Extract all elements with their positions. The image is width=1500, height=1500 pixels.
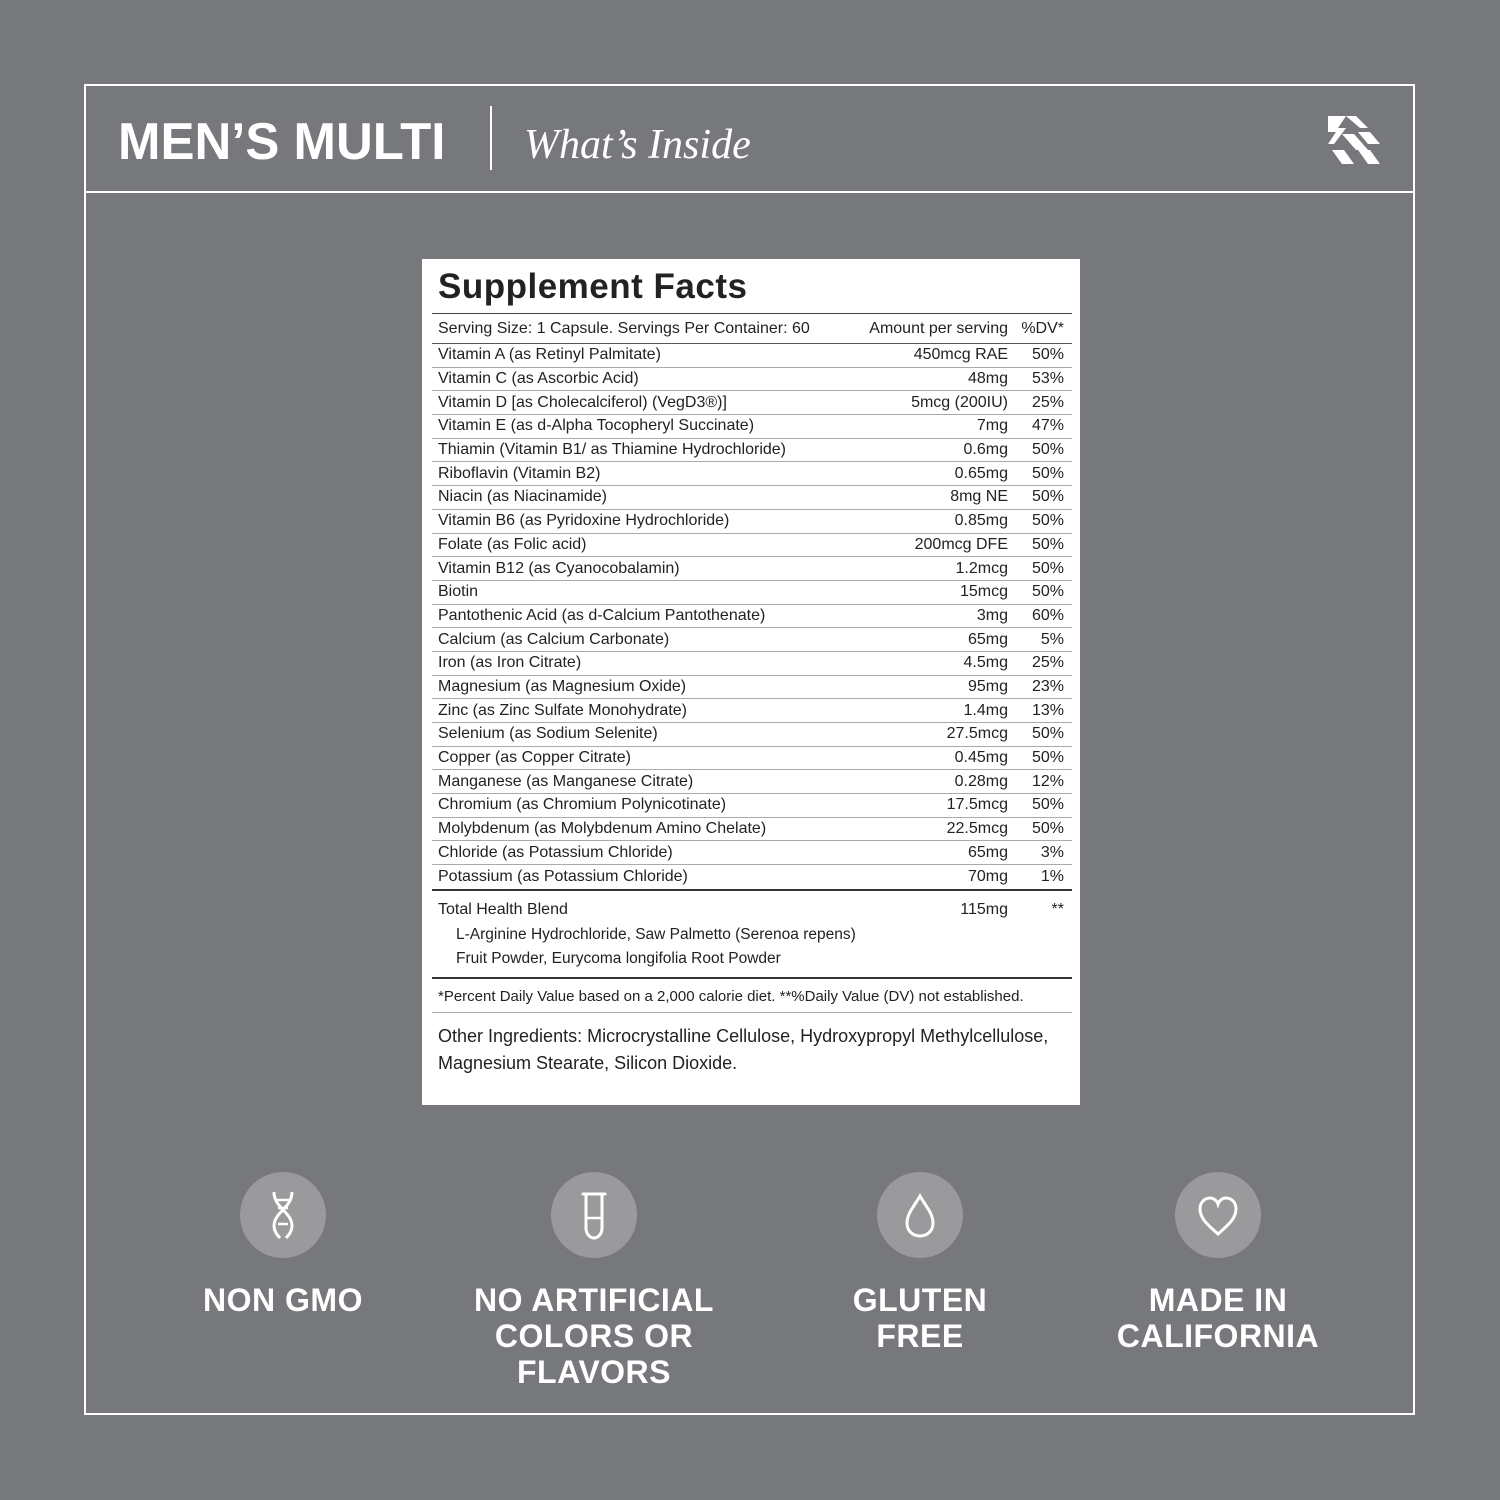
nutrient-row (432, 652, 1072, 676)
nutrient-dv: 50% (1031, 441, 1064, 459)
nutrient-name: Vitamin B6 (as Pyridoxine Hydrochloride) (438, 512, 730, 530)
nutrient-row (432, 462, 1072, 486)
total-health-blend (432, 889, 1072, 977)
header-bar (86, 86, 1413, 193)
blend-amount: 115mg (960, 900, 1008, 918)
nutrient-row (432, 747, 1072, 771)
serving-size: Serving Size: 1 Capsule. Servings Per Container: 60 (438, 319, 810, 337)
nutrient-amount: 0.45mg (954, 749, 1008, 767)
nutrient-name: Vitamin B12 (as Cyanocobalamin) (438, 559, 680, 577)
dv-header: %DV* (1021, 319, 1064, 337)
header-divider (490, 106, 492, 170)
nutrient-amount: 48mg (967, 370, 1008, 388)
nutrient-name: Molybdenum (as Molybdenum Amino Chelate) (438, 820, 767, 838)
nutrient-dv: 50% (1031, 488, 1064, 506)
nutrient-row (432, 368, 1072, 392)
nutrient-row (432, 344, 1072, 368)
badge-label: GLUTEN FREE (852, 1282, 988, 1354)
water-drop-icon (877, 1172, 963, 1258)
other-ingredients: Other Ingredients: Microcrystalline Cellulose, Hydroxypropyl Methylcellulose, Magnesium Stearate, Silicon Dioxide. (438, 1025, 1049, 1073)
nutrient-name: Biotin (438, 583, 479, 601)
nutrient-dv: 50% (1031, 512, 1064, 530)
nutrient-dv: 13% (1031, 701, 1064, 719)
nutrient-amount: 15mcg (959, 583, 1008, 601)
nutrient-name: Copper (as Copper Citrate) (438, 749, 631, 767)
nutrient-amount: 22.5mcg (946, 820, 1008, 838)
nutrient-dv: 5% (1040, 630, 1064, 648)
nutrient-dv: 50% (1031, 346, 1064, 364)
nutrient-name: Vitamin A (as Retinyl Palmitate) (438, 346, 661, 364)
nutrient-amount: 65mg (967, 630, 1008, 648)
daily-value-footnote: *Percent Daily Value based on a 2,000 calorie diet. **%Daily Value (DV) not established. (432, 977, 1072, 1013)
nutrient-dv: 25% (1031, 393, 1064, 411)
nutrient-row (432, 510, 1072, 534)
nutrient-row (432, 723, 1072, 747)
facts-header-row (432, 314, 1072, 344)
badge-non-gmo (195, 1172, 371, 1318)
nutrient-dv: 50% (1031, 820, 1064, 838)
nutrient-row (432, 841, 1072, 865)
nutrient-amount: 0.28mg (954, 772, 1008, 790)
nutrient-row (432, 794, 1072, 818)
nutrient-amount: 7mg (976, 417, 1008, 435)
nutrient-row (432, 486, 1072, 510)
nutrient-row (432, 534, 1072, 558)
nutrient-amount: 200mcg DFE (914, 535, 1008, 553)
test-tube-icon (551, 1172, 637, 1258)
badge-gluten-free (832, 1172, 1008, 1354)
nutrient-row (432, 865, 1072, 889)
nutrient-row (432, 676, 1072, 700)
nutrient-amount: 95mg (967, 677, 1008, 695)
brand-logo-icon (1324, 110, 1384, 170)
blend-ingredients-line-2: Fruit Powder, Eurycoma longifolia Root Powder (456, 949, 781, 967)
nutrient-dv: 25% (1031, 654, 1064, 672)
nutrient-row (432, 391, 1072, 415)
nutrient-amount: 0.6mg (963, 441, 1008, 459)
nutrient-amount: 1.2mcg (955, 559, 1008, 577)
blend-dv: ** (1051, 900, 1064, 918)
nutrient-name: Thiamin (Vitamin B1/ as Thiamine Hydrochloride) (438, 441, 786, 459)
blend-name: Total Health Blend (438, 900, 568, 918)
nutrient-name: Iron (as Iron Citrate) (438, 654, 582, 672)
nutrient-dv: 50% (1031, 559, 1064, 577)
nutrient-name: Selenium (as Sodium Selenite) (438, 725, 658, 743)
nutrient-name: Calcium (as Calcium Carbonate) (438, 630, 670, 648)
nutrient-row (432, 557, 1072, 581)
nutrient-amount: 8mg NE (950, 488, 1008, 506)
nutrient-dv: 50% (1031, 464, 1064, 482)
nutrient-name: Vitamin C (as Ascorbic Acid) (438, 370, 639, 388)
nutrient-name: Chromium (as Chromium Polynicotinate) (438, 796, 727, 814)
nutrient-name: Pantothenic Acid (as d-Calcium Pantothenate) (438, 606, 766, 624)
nutrient-name: Manganese (as Manganese Citrate) (438, 772, 694, 790)
supplement-facts-panel (422, 259, 1080, 1105)
nutrient-name: Riboflavin (Vitamin B2) (438, 464, 601, 482)
nutrient-amount: 3mg (976, 606, 1008, 624)
blend-row (438, 897, 1064, 923)
nutrient-row (432, 439, 1072, 463)
badge-made-in-california (1100, 1172, 1336, 1354)
nutrient-amount: 65mg (967, 843, 1008, 861)
dna-icon (240, 1172, 326, 1258)
nutrient-dv: 50% (1031, 749, 1064, 767)
heart-icon (1175, 1172, 1261, 1258)
nutrient-amount: 0.85mg (954, 512, 1008, 530)
nutrient-dv: 50% (1031, 535, 1064, 553)
nutrient-name: Zinc (as Zinc Sulfate Monohydrate) (438, 701, 687, 719)
nutrient-name: Niacin (as Niacinamide) (438, 488, 607, 506)
nutrient-amount: 1.4mg (963, 701, 1008, 719)
badge-label: MADE IN CALIFORNIA (1116, 1282, 1320, 1354)
nutrient-row (432, 699, 1072, 723)
nutrient-row (432, 818, 1072, 842)
nutrient-amount: 450mcg RAE (913, 346, 1008, 364)
nutrient-amount: 4.5mg (963, 654, 1008, 672)
nutrient-dv: 47% (1031, 417, 1064, 435)
nutrient-amount: 5mcg (200IU) (911, 393, 1008, 411)
nutrient-row (432, 770, 1072, 794)
nutrient-dv: 50% (1031, 796, 1064, 814)
nutrient-row (432, 628, 1072, 652)
header-subtitle: What’s Inside (524, 122, 751, 168)
nutrient-name: Folate (as Folic acid) (438, 535, 587, 553)
nutrient-dv: 3% (1040, 843, 1064, 861)
nutrient-amount: 0.65mg (954, 464, 1008, 482)
nutrient-name: Chloride (as Potassium Chloride) (438, 843, 673, 861)
nutrient-dv: 53% (1031, 370, 1064, 388)
nutrient-rows (432, 344, 1072, 889)
nutrient-amount: 70mg (967, 867, 1008, 885)
nutrient-row (432, 605, 1072, 629)
badge-label: NO ARTIFICIAL COLORS OR FLAVORS (474, 1282, 714, 1390)
nutrient-name: Magnesium (as Magnesium Oxide) (438, 677, 687, 695)
nutrient-row (432, 581, 1072, 605)
nutrient-dv: 1% (1040, 867, 1064, 885)
nutrient-amount: 27.5mcg (946, 725, 1008, 743)
nutrient-name: Vitamin D [as Cholecalciferol) (VegD3®)] (438, 393, 727, 411)
nutrient-dv: 60% (1031, 606, 1064, 624)
amount-header: Amount per serving (869, 319, 1008, 337)
blend-ingredients-line-1: L-Arginine Hydrochloride, Saw Palmetto (Serenoa repens) (456, 925, 856, 943)
nutrient-name: Vitamin E (as d-Alpha Tocopheryl Succinate) (438, 417, 755, 435)
supplement-facts-title: Supplement Facts (438, 267, 748, 306)
nutrient-name: Potassium (as Potassium Chloride) (438, 867, 688, 885)
nutrient-dv: 23% (1031, 677, 1064, 695)
nutrient-dv: 50% (1031, 725, 1064, 743)
nutrient-dv: 50% (1031, 583, 1064, 601)
nutrient-row (432, 415, 1072, 439)
badge-label: NON GMO (203, 1282, 363, 1318)
badge-no-artificial (420, 1172, 768, 1390)
nutrient-amount: 17.5mcg (946, 796, 1008, 814)
product-title: MEN’S MULTI (118, 113, 446, 171)
nutrient-dv: 12% (1031, 772, 1064, 790)
